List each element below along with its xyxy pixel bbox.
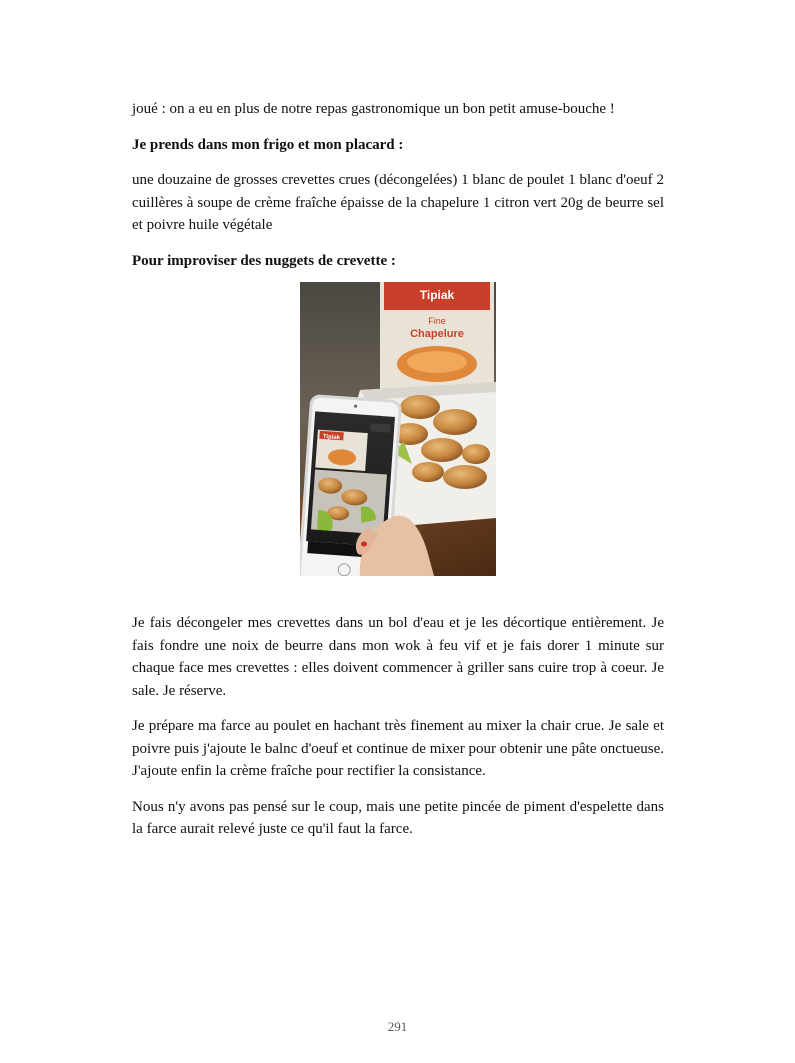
- photo-container: [132, 282, 664, 576]
- svg-text:Fine: Fine: [428, 316, 446, 326]
- ingredients-heading: Je prends dans mon frigo et mon placard :: [132, 136, 404, 153]
- shrimp-nuggets-photo: [300, 282, 496, 576]
- svg-text:Tipiak: Tipiak: [322, 433, 341, 442]
- chapelure-box: [380, 282, 494, 392]
- svg-text:Chapelure: Chapelure: [410, 328, 464, 340]
- svg-text:Tipiak: Tipiak: [419, 288, 455, 302]
- page-number: 291: [387, 1019, 408, 1034]
- intro-paragraph: joué : on a eu en plus de notre repas gastronomique un bon petit amuse-bouche !: [132, 101, 615, 117]
- method-heading: Pour improviser des nuggets de crevette :: [132, 252, 396, 269]
- method-paragraph-2: Je prépare ma farce au poulet en hachant très finement au mixer la chair crue. Je sale et poivre puis j'ajoute le balnc d'oeuf et continue de mixer pour obtenir une pâte onctueuse. J'ajoute enfin la crème fraîche pour rectifier la consistance.: [132, 718, 664, 779]
- method-paragraph-3: Nous n'y avons pas pensé sur le coup, mais une petite pincée de piment d'espelette dans la farce aurait relevé juste ce qu'il faut la farce.: [132, 798, 664, 837]
- method-paragraph-1: Je fais décongeler mes crevettes dans un bol d'eau et je les décortique entièrement. Je fais fondre une noix de beurre dans mon wok à feu vif et je fais dorer 1 minute sur chaque face mes crevettes : elles doivent commencer à griller sans cuire trop à coeur. Je sale. Je réserve.: [132, 615, 664, 699]
- document-page: [132, 98, 664, 841]
- ingredients-paragraph: une douzaine de grosses crevettes crues (décongelées) 1 blanc de poulet 1 blanc d'oeuf 2 cuillères à soupe de crème fraîche épaisse de la chapelure 1 citron vert 20g de beurre sel et poivre huile végétale: [132, 172, 664, 233]
